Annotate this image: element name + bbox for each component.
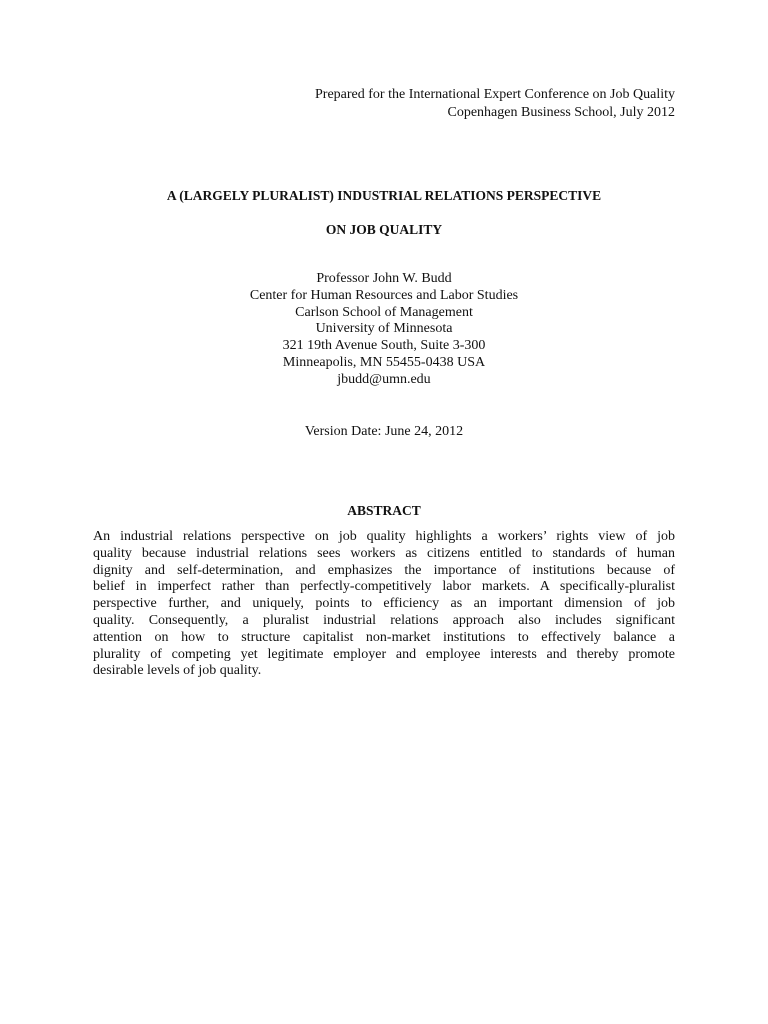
author-university: University of Minnesota	[315, 321, 453, 337]
author-city: Minneapolis, MN 55455-0438 USA	[282, 354, 486, 370]
author-email: jbudd@umn.edu	[337, 371, 431, 387]
abstract-line: desirable levels of job quality.	[93, 663, 262, 679]
author-name: Professor John W. Budd	[316, 271, 452, 286]
author-school: Carlson School of Management	[295, 304, 473, 320]
paper-title-line-1: A (LARGELY PLURALIST) INDUSTRIAL RELATIONS PERSPECTIVE	[166, 188, 602, 203]
abstract-line: attention on how to structure capitalist non-market institutions to effectively balance a	[93, 629, 675, 645]
abstract-heading: ABSTRACT	[347, 503, 421, 518]
conference-note-line-2: Copenhagen Business School, July 2012	[447, 105, 675, 120]
author-street: 321 19th Avenue South, Suite 3-300	[282, 338, 486, 354]
conference-note-line-1: Prepared for the International Expert Conference on Job Quality	[315, 87, 675, 102]
abstract-body	[93, 529, 675, 680]
abstract-line: dignity and self-determination, and emphasizes the importance of institutions because of	[93, 562, 675, 578]
abstract-line: plurality of competing yet legitimate employer and employee interests and thereby promote	[93, 646, 675, 662]
abstract-line: quality because industrial relations sees workers as citizens entitled to standards of human	[93, 545, 675, 561]
conference-note	[315, 86, 675, 122]
version-date: Version Date: June 24, 2012	[304, 424, 464, 439]
abstract-line: belief in imperfect rather than perfectly-competitively labor markets. A specifically-pluralist	[93, 579, 675, 595]
abstract-line: An industrial relations perspective on job quality highlights a workers’ rights view of job	[93, 529, 675, 544]
author-block	[0, 271, 768, 389]
abstract-line: quality. Consequently, a pluralist industrial relations approach also includes significant	[93, 612, 675, 628]
author-center: Center for Human Resources and Labor Studies	[249, 287, 519, 303]
abstract-line: perspective further, and uniquely, points to efficiency as an important dimension of job	[93, 596, 675, 612]
paper-title-line-2: ON JOB QUALITY	[325, 222, 443, 237]
